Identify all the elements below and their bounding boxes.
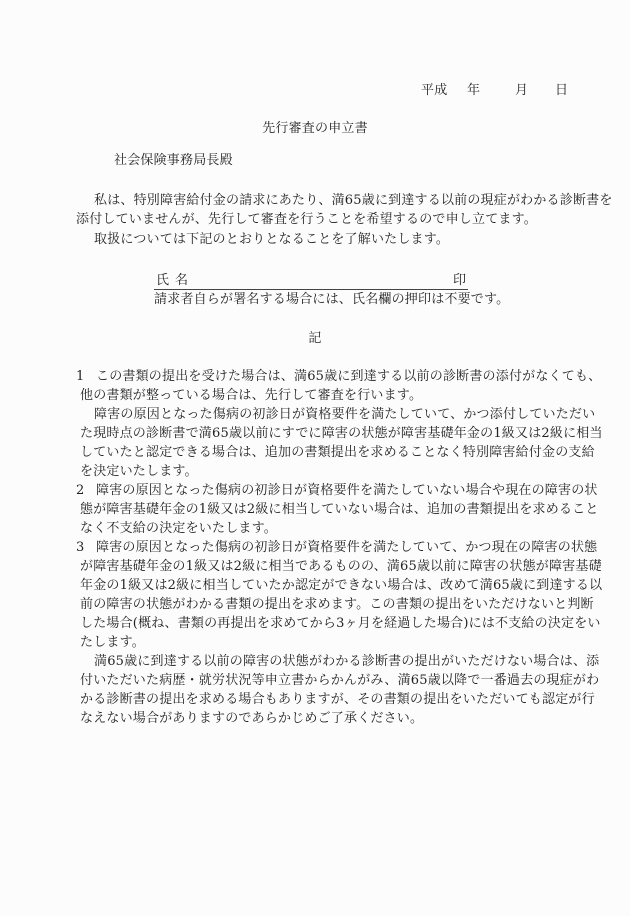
item-line: した場合(概ね、書類の再提出を求めてから3ヶ月を経過した場合)には不支給の決定をい [80, 616, 601, 631]
item-line: たします。 [80, 635, 145, 650]
item-line: 前の障害の状態がわかる書類の提出を求めます。この書類の提出をいただけないと判断 [80, 597, 594, 612]
date-day: 日 [555, 83, 569, 98]
item-subparagraph-line: 満65歳に到達する以前の障害の状態がわかる診断書の提出がいただけない場合は、添 [94, 654, 600, 669]
item-subparagraph-line: していたと認定できる場合は、追加の書類提出を求めることなく特別障害給付金の支給 [80, 445, 595, 460]
item-line: 障害の原因となった傷病の初診日が資格要件を満たしていない場合や現在の障害の状 [96, 483, 598, 498]
item-line: なく不支給の決定をいたします。 [80, 521, 277, 536]
item-line: 障害の原因となった傷病の初診日が資格要件を満たしていて、かつ現在の障害の状態 [96, 540, 598, 555]
date-month: 月 [515, 83, 529, 98]
signature-note: 請求者自らが署名する場合には、氏名欄の押印は不要です。 [154, 292, 510, 307]
addressee: 社会保険事務局長殿 [114, 153, 233, 168]
document-title: 先行審査の申立書 [262, 121, 368, 136]
item-line: 態が障害基礎年金の1級又は2級に相当していない場合は、追加の書類提出を求めること [80, 502, 599, 517]
item-number: 1 [76, 369, 85, 384]
item-subparagraph-line: た現時点の診断書で満65歳以前にすでに障害の状態が障害基礎年金の1級又は2級に相当 [80, 426, 603, 441]
item-subparagraph-line: 付いただいた病歴・就労状況等申立書からかんがみ、満65歳以降で一番過去の現症がわ [80, 673, 600, 688]
item-subparagraph-line: を決定いたします。 [80, 464, 198, 479]
item-subparagraph-line: かる診断書の提出を求める場合もありますが、その書類の提出をいただいても認定が行 [80, 692, 595, 707]
item-line: が障害基礎年金の1級又は2級に相当であるものの、満65歳以前に障害の状態が障害基礎 [80, 559, 602, 574]
item-subparagraph-line: 障害の原因となった傷病の初診日が資格要件を満たしていて、かつ添付していただい [94, 407, 596, 422]
intro-line: 私は、特別障害給付金の請求にあたり、満65歳に到達する以前の現症がわかる診断書を [94, 193, 613, 208]
date-year: 年 [467, 83, 481, 98]
intro-line: 添付していませんが、先行して審査を行うことを希望するので申し立てます。 [76, 212, 537, 227]
date-line [421, 83, 568, 99]
ki-heading: 記 [308, 331, 322, 346]
intro-line: 取扱については下記のとおりとなることを了解いたします。 [94, 232, 450, 247]
item-line: 年金の1級又は2級に相当していたか認定ができない場合は、改めて満65歳に到達する以 [80, 578, 603, 593]
signature-field[interactable] [154, 273, 468, 290]
seal-label: 印 [452, 273, 466, 288]
name-label: 氏名 [156, 273, 195, 288]
item-line: 他の書類が整っている場合は、先行して審査を行います。 [80, 388, 423, 403]
date-era: 平成 [421, 83, 448, 98]
item-number: 2 [76, 483, 85, 498]
item-subparagraph-line: なえない場合がありますのであらかじめご了承ください。 [80, 711, 424, 726]
item-line: この書類の提出を受けた場合は、満65歳に到達する以前の診断書の添付がなくても、 [96, 369, 602, 384]
item-number: 3 [76, 540, 85, 555]
